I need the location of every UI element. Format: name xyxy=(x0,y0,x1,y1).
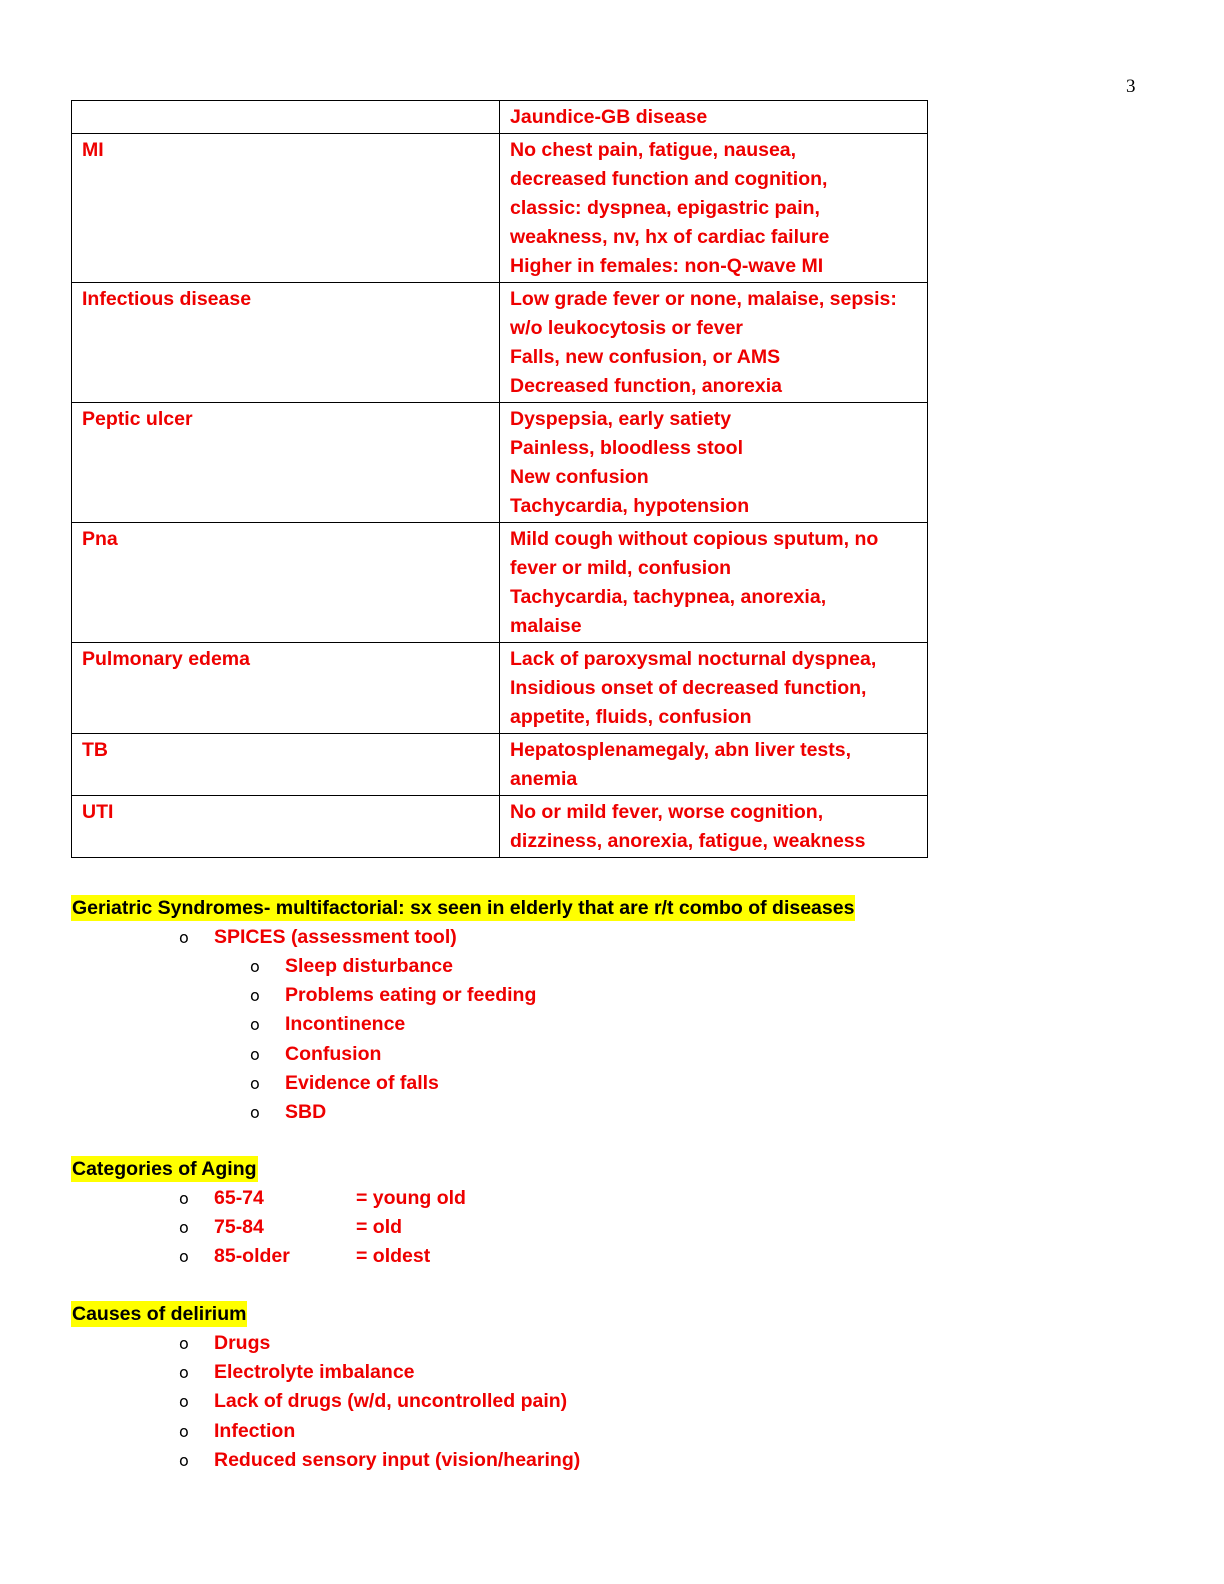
condition-name: Pna xyxy=(82,528,118,550)
page-number: 3 xyxy=(1126,76,1136,97)
sign-line: No or mild fever, worse cognition, xyxy=(510,801,824,823)
condition-cell xyxy=(72,101,500,134)
causes-of-delirium-heading: Causes of delirium xyxy=(72,1303,247,1325)
conditions-table-body xyxy=(72,101,928,858)
list-item-text: Sleep disturbance xyxy=(285,955,453,977)
geriatric-syndromes-heading: Geriatric Syndromes- multifactorial: sx seen in elderly that are r/t combo of diseases xyxy=(72,897,855,919)
sign-line: Low grade fever or none, malaise, sepsis: xyxy=(510,288,897,310)
condition-name: Pulmonary edema xyxy=(82,648,250,670)
bullet-icon: o xyxy=(250,1015,260,1035)
sign-line: Hepatosplenamegaly, abn liver tests, xyxy=(510,739,852,761)
sign-line: New confusion xyxy=(510,466,649,488)
sign-line: appetite, fluids, confusion xyxy=(510,706,752,728)
sign-line: decreased function and cognition, xyxy=(510,168,828,190)
condition-cell xyxy=(72,796,500,858)
condition-name: Infectious disease xyxy=(82,288,252,310)
bullet-icon: o xyxy=(179,1421,189,1441)
table-row xyxy=(72,283,928,403)
signs-cell xyxy=(500,134,928,283)
condition-cell xyxy=(72,734,500,796)
list-item-text: Electrolyte imbalance xyxy=(214,1361,415,1384)
condition-cell xyxy=(72,134,500,283)
list-item-text: 85-older xyxy=(214,1245,290,1268)
sign-line: Higher in females: non-Q-wave MI xyxy=(510,255,824,277)
bullet-icon: o xyxy=(179,928,189,947)
sign-line: dizziness, anorexia, fatigue, weakness xyxy=(510,830,866,852)
bullet-icon: o xyxy=(179,1189,189,1208)
condition-cell xyxy=(72,523,500,643)
bullet-icon: o xyxy=(250,1073,260,1093)
bullet-icon: o xyxy=(250,1044,260,1064)
sign-line: classic: dyspnea, epigastric pain, xyxy=(510,197,820,219)
condition-name: MI xyxy=(82,139,104,161)
signs-cell xyxy=(500,523,928,643)
sign-line: Jaundice-GB disease xyxy=(510,106,708,128)
bullet-icon: o xyxy=(179,1363,189,1383)
conditions-table xyxy=(71,100,928,858)
category-meaning: = young old xyxy=(356,1187,466,1209)
bullet-icon: o xyxy=(179,1218,189,1238)
sign-line: Falls, new confusion, or AMS xyxy=(510,346,781,368)
condition-name: UTI xyxy=(82,801,114,823)
sign-line: malaise xyxy=(510,615,582,637)
bullet-icon: o xyxy=(179,1334,189,1353)
condition-name: TB xyxy=(82,739,108,761)
sign-line: Mild cough without copious sputum, no xyxy=(510,528,879,550)
list-item-text: Problems eating or feeding xyxy=(285,984,537,1007)
condition-cell xyxy=(72,283,500,403)
list-item-text: Evidence of falls xyxy=(285,1071,439,1094)
condition-cell xyxy=(72,643,500,734)
bullet-icon: o xyxy=(179,1392,189,1412)
sign-line: Lack of paroxysmal nocturnal dyspnea, xyxy=(510,648,877,670)
table-row xyxy=(72,643,928,734)
signs-cell xyxy=(500,403,928,523)
sign-line: w/o leukocytosis or fever xyxy=(510,317,744,339)
category-meaning: = oldest xyxy=(356,1245,431,1268)
list-item-text: 75-84 xyxy=(214,1216,264,1239)
sign-line: weakness, nv, hx of cardiac failure xyxy=(510,226,830,248)
sign-line: Insidious onset of decreased function, xyxy=(510,677,867,699)
signs-cell xyxy=(500,283,928,403)
signs-cell xyxy=(500,734,928,796)
bullet-icon: o xyxy=(179,1247,189,1267)
bullet-icon: o xyxy=(250,957,260,976)
bullet-icon: o xyxy=(179,1450,189,1470)
condition-name: Peptic ulcer xyxy=(82,408,193,430)
spices-label: SPICES (assessment tool) xyxy=(214,926,457,948)
list-item-text: Confusion xyxy=(285,1042,382,1065)
list-item-text: Incontinence xyxy=(285,1013,406,1036)
table-row xyxy=(72,796,928,858)
signs-cell xyxy=(500,643,928,734)
list-item-text: Infection xyxy=(214,1419,296,1442)
list-item-text: Drugs xyxy=(214,1332,271,1354)
table-row xyxy=(72,101,928,134)
sign-line: anemia xyxy=(510,768,578,790)
bullet-icon: o xyxy=(250,1102,260,1122)
sign-line: No chest pain, fatigue, nausea, xyxy=(510,139,797,161)
table-row xyxy=(72,134,928,283)
sign-line: Dyspepsia, early satiety xyxy=(510,408,732,430)
sign-line: Tachycardia, tachypnea, anorexia, xyxy=(510,586,827,608)
list-item-text: Lack of drugs (w/d, uncontrolled pain) xyxy=(214,1390,568,1413)
category-meaning: = old xyxy=(356,1216,403,1239)
signs-cell xyxy=(500,101,928,134)
list-item-text: SBD xyxy=(285,1100,327,1123)
signs-cell xyxy=(500,796,928,858)
list-item-text: Reduced sensory input (vision/hearing) xyxy=(214,1448,581,1471)
sign-line: Painless, bloodless stool xyxy=(510,437,743,459)
table-row xyxy=(72,734,928,796)
categories-of-aging-heading: Categories of Aging xyxy=(72,1158,257,1180)
list-item-text: 65-74 xyxy=(214,1187,264,1209)
table-row xyxy=(72,403,928,523)
bullet-icon: o xyxy=(250,986,260,1006)
table-row xyxy=(72,523,928,643)
sign-line: Decreased function, anorexia xyxy=(510,375,783,397)
condition-cell xyxy=(72,403,500,523)
sign-line: Tachycardia, hypotension xyxy=(510,495,750,517)
sign-line: fever or mild, confusion xyxy=(510,557,732,579)
